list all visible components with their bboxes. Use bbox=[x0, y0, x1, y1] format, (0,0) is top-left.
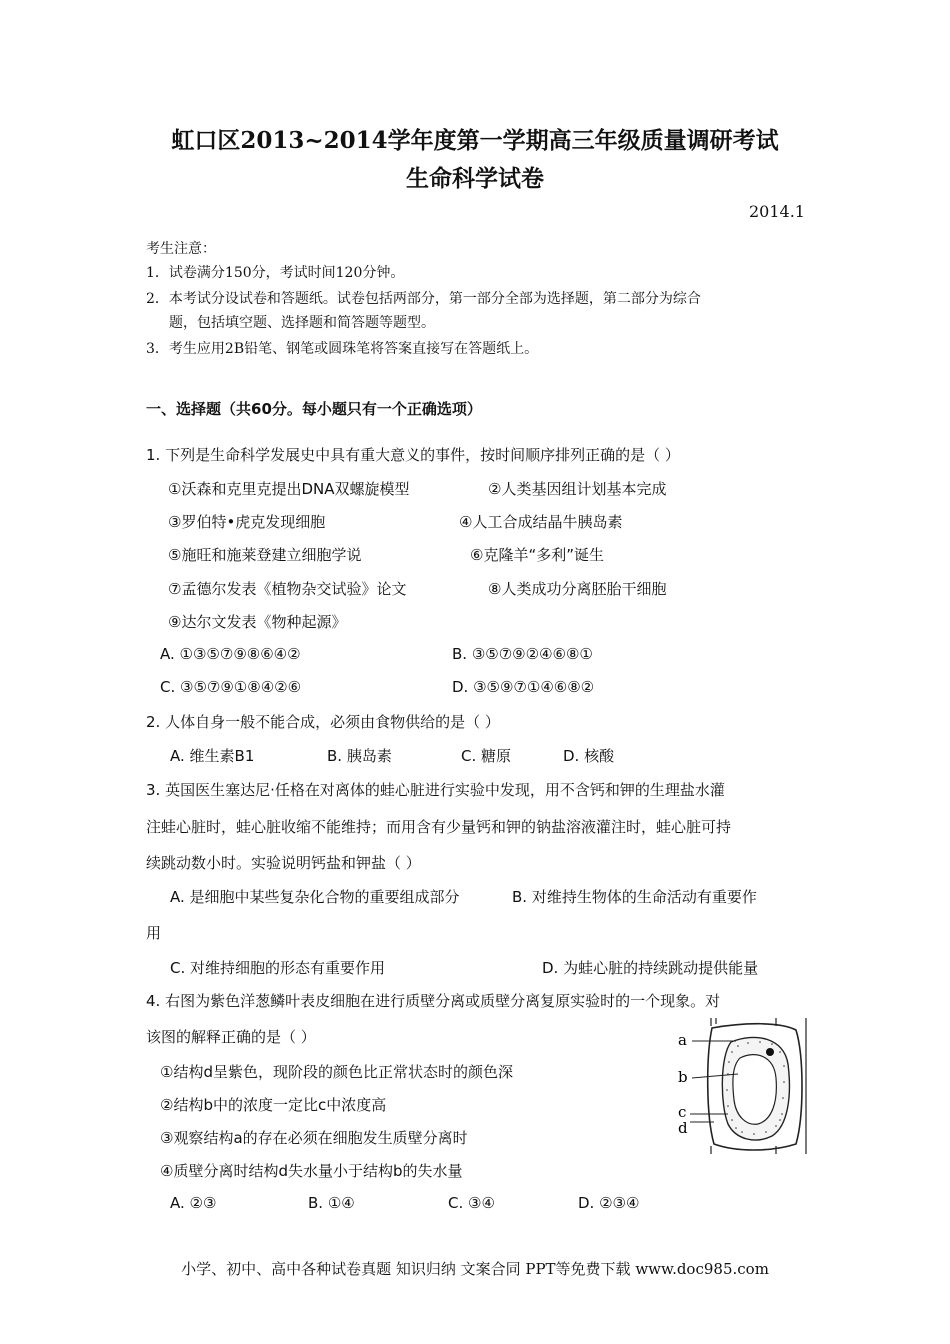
q1-event-1: ①沃森和克里克提出DNA双螺旋模型 bbox=[168, 480, 410, 498]
q1-option-b: B. ③⑤⑦⑨②④⑥⑧① bbox=[452, 645, 593, 663]
q1-event-8: ⑧人类成功分离胚胎干细胞 bbox=[488, 580, 667, 598]
q1-stem: 1. 下列是生命科学发展史中具有重大意义的事件，按时间顺序排列正确的是（ ） bbox=[146, 446, 680, 464]
q2-option-d: D. 核酸 bbox=[563, 747, 615, 765]
q2-option-b: B. 胰岛素 bbox=[327, 747, 392, 765]
nucleus bbox=[766, 1048, 774, 1056]
q3-option-b: B. 对维持生物体的生命活动有重要作 bbox=[512, 888, 757, 906]
label-c: c bbox=[678, 1103, 687, 1121]
label-b: b bbox=[678, 1068, 688, 1086]
exam-date: 2014.1 bbox=[749, 202, 805, 221]
section-heading: 一、选择题（共60分。每小题只有一个正确选项） bbox=[146, 400, 482, 418]
q3-option-d: D. 为蛙心脏的持续跳动提供能量 bbox=[542, 959, 759, 977]
exam-subtitle: 生命科学试卷 bbox=[406, 165, 544, 192]
q1-option-a: A. ①③⑤⑦⑨⑧⑥④② bbox=[160, 645, 301, 663]
exam-title: 虹口区2013~2014学年度第一学期高三年级质量调研考试 bbox=[171, 127, 779, 154]
notice-item-2-cont: 题，包括填空题、选择题和简答题等题型。 bbox=[169, 315, 435, 331]
q1-option-d: D. ③⑤⑨⑦①④⑥⑧② bbox=[452, 678, 595, 696]
q1-event-5: ⑤施旺和施莱登建立细胞学说 bbox=[168, 546, 362, 564]
q1-event-9: ⑨达尔文发表《物种起源》 bbox=[168, 613, 347, 631]
q3-line-2: 注蛙心脏时，蛙心脏收缩不能维持；而用含有少量钙和钾的钠盐溶液灌注时，蛙心脏可持 bbox=[146, 818, 732, 836]
label-a: a bbox=[678, 1031, 687, 1049]
q1-event-2: ②人类基因组计划基本完成 bbox=[488, 480, 667, 498]
q4-line-2: 该图的解释正确的是（ ） bbox=[146, 1028, 316, 1046]
q1-option-c: C. ③⑤⑦⑨①⑧④②⑥ bbox=[160, 678, 302, 696]
q1-event-3: ③罗伯特•虎克发现细胞 bbox=[168, 513, 326, 531]
q3-option-b-cont: 用 bbox=[146, 924, 162, 942]
notice-item-3: 3．考生应用2B铅笔、钢笔或圆珠笔将答案直接写在答题纸上。 bbox=[146, 341, 539, 357]
q4-statement-4: ④质壁分离时结构d失水量小于结构b的失水量 bbox=[160, 1162, 463, 1180]
q4-option-d: D. ②③④ bbox=[578, 1194, 640, 1212]
q3-line-1: 3. 英国医生塞达尼·任格在对离体的蛙心脏进行实验中发现，用不含钙和钾的生理盐水灌 bbox=[146, 781, 725, 799]
q4-statement-2: ②结构b中的浓度一定比c中浓度高 bbox=[160, 1096, 387, 1114]
notice-heading: 考生注意： bbox=[146, 241, 216, 257]
label-d: d bbox=[678, 1119, 688, 1137]
q4-line-1: 4. 右图为紫色洋葱鳞叶表皮细胞在进行质壁分离或质壁分离复原实验时的一个现象。对 bbox=[146, 992, 721, 1010]
q4-statement-3: ③观察结构a的存在必须在细胞发生质壁分离时 bbox=[160, 1129, 468, 1147]
q3-option-c: C. 对维持细胞的形态有重要作用 bbox=[170, 959, 386, 977]
q4-statement-1: ①结构d呈紫色，现阶段的颜色比正常状态时的颜色深 bbox=[160, 1063, 513, 1081]
q2-option-a: A. 维生素B1 bbox=[170, 747, 255, 765]
q3-line-3: 续跳动数小时。实验说明钙盐和钾盐（ ） bbox=[146, 854, 421, 872]
q4-option-c: C. ③④ bbox=[448, 1194, 495, 1212]
footer-text: 小学、初中、高中各种试卷真题 知识归纳 文案合同 PPT等免费下载 www.doc985.com bbox=[181, 1260, 769, 1278]
q4-option-b: B. ①④ bbox=[308, 1194, 355, 1212]
q1-event-6: ⑥克隆羊“多利”诞生 bbox=[470, 546, 604, 564]
vacuole bbox=[733, 1055, 776, 1125]
q4-option-a: A. ②③ bbox=[170, 1194, 217, 1212]
q1-event-4: ④人工合成结晶牛胰岛素 bbox=[459, 513, 623, 531]
plasmolysis-cell-diagram bbox=[676, 1016, 811, 1156]
q3-option-a: A. 是细胞中某些复杂化合物的重要组成部分 bbox=[170, 888, 460, 906]
notice-item-2: 2．本考试分设试卷和答题纸。试卷包括两部分，第一部分全部为选择题，第二部分为综合 bbox=[146, 291, 701, 307]
q2-stem: 2. 人体自身一般不能合成，必须由食物供给的是（ ） bbox=[146, 713, 500, 731]
q1-event-7: ⑦孟德尔发表《植物杂交试验》论文 bbox=[168, 580, 407, 598]
notice-item-1: 1．试卷满分150分，考试时间120分钟。 bbox=[146, 265, 405, 281]
q2-option-c: C. 糖原 bbox=[461, 747, 512, 765]
